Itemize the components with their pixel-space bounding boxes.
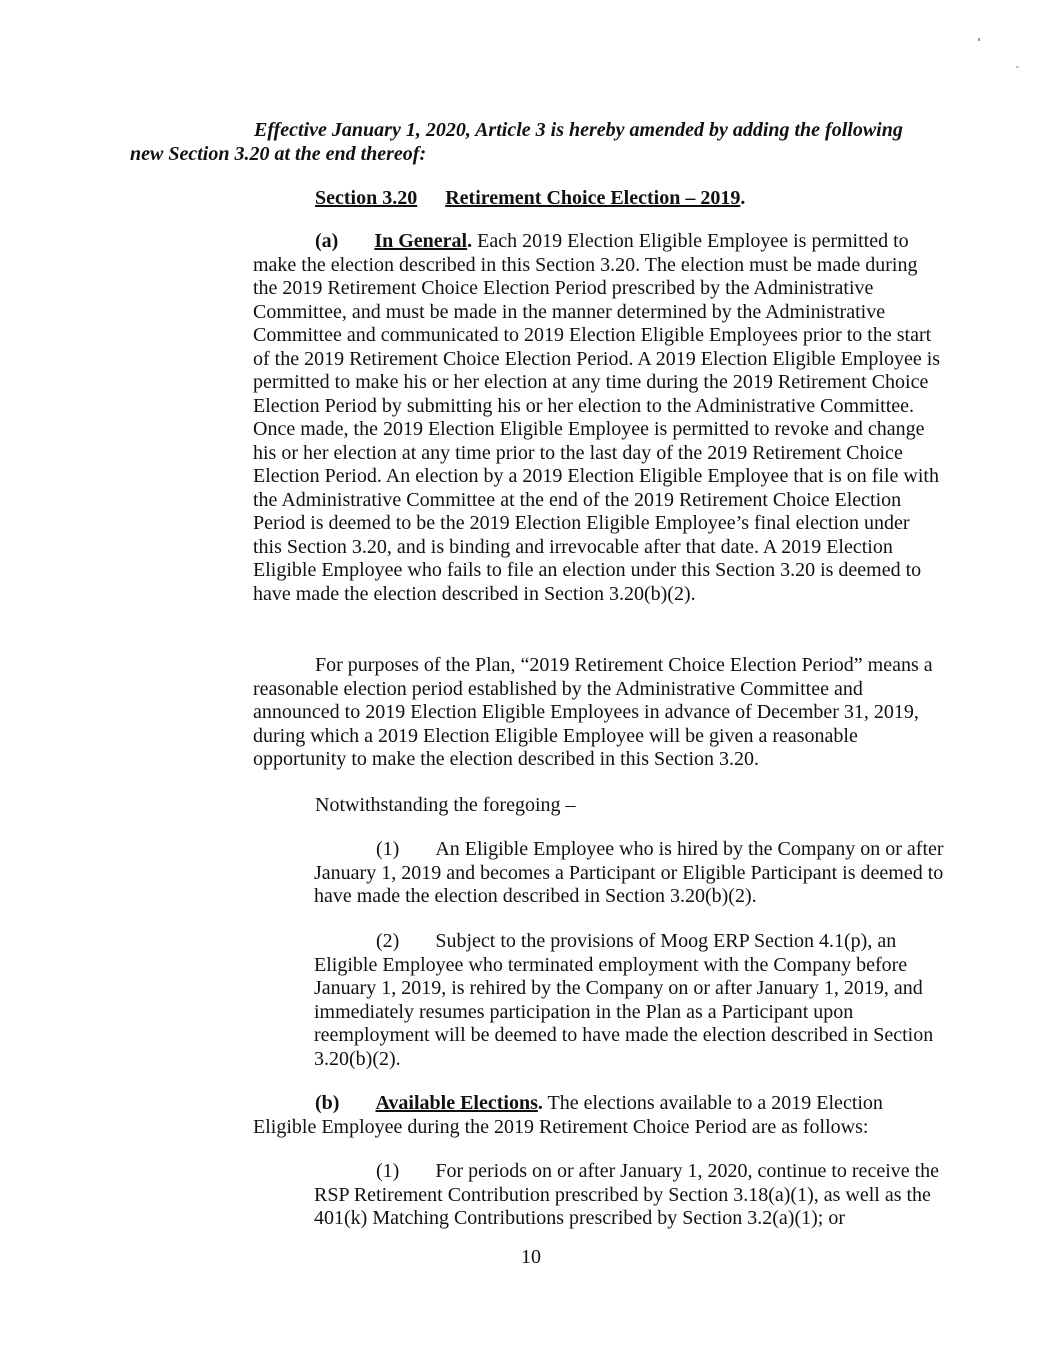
section-title: Retirement Choice Election – 2019 — [445, 187, 741, 209]
paragraph-notwithstanding: Notwithstanding the foregoing – — [315, 794, 576, 816]
paragraph-a-heading-period: . — [467, 230, 473, 252]
section-title-period: . — [740, 187, 746, 209]
section-heading — [315, 186, 745, 210]
section-number: Section 3.20 — [315, 187, 418, 209]
list-item-1-label: (1) — [376, 838, 400, 860]
list-item-b1 — [314, 1160, 944, 1231]
list-item-1 — [314, 838, 944, 909]
amendment-intro-line-2: new Section 3.20 at the end thereof: — [130, 143, 427, 165]
paragraph-b-heading-period: . — [537, 1092, 543, 1114]
paragraph-a-label: (a) — [315, 230, 339, 252]
amendment-intro — [130, 118, 950, 166]
paragraph-b-available-elections — [253, 1092, 943, 1139]
amendment-intro-line-1: Effective January 1, 2020, Article 3 is hereby amended by adding the following — [254, 119, 903, 141]
paragraph-election-period-definition: For purposes of the Plan, “2019 Retirement Choice Election Period” means a reasonable election period established by the Administrative Committee and announced to 2019 Election Eligible Employees in advance of December 31, 2019, during which a 2019 Election Eligible Employee will be given a reasonable opportunity to make the election described in this Section 3.20. — [253, 654, 933, 770]
list-item-2-text: Subject to the provisions of Moog ERP Section 4.1(p), an Eligible Employee who terminated employment with the Company before January 1, 2019, is rehired by the Company on or after January 1, 2019, and immediately resumes participation in the Plan as a Participant upon reemployment will be deemed to have made the election described in Section 3.20(b)(2). — [314, 930, 934, 1070]
paragraph-a-heading: In General — [374, 230, 468, 252]
scan-speck — [1016, 66, 1019, 68]
page-number: 10 — [521, 1246, 541, 1268]
list-item-1-text: An Eligible Employee who is hired by the Company on or after January 1, 2019 and becomes a Participant or Eligible Participant is deemed to have made the election described in Section 3.20(b)(2). — [314, 838, 944, 907]
list-item-b1-text: For periods on or after January 1, 2020, continue to receive the RSP Retirement Contribution prescribed by Section 3.18(a)(1), as well as the 401(k) Matching Contributions prescribed by Section 3.2(a)(1); or — [314, 1160, 940, 1229]
paragraph-b-heading: Available Elections — [375, 1092, 538, 1114]
paragraph-b-text: The elections available to a 2019 Election Eligible Employee during the 2019 Retirement Choice Period are as follows: — [253, 1092, 883, 1138]
list-item-2-label: (2) — [376, 930, 400, 952]
scan-speck — [978, 38, 980, 41]
paragraph-a-in-general — [253, 230, 943, 606]
paragraph-a-text: Each 2019 Election Eligible Employee is permitted to make the election described in this Section 3.20. The election must be made during the 2019 Retirement Choice Election Period prescribed by the Administrative Committee, and must be made in the manner determined by the Administrative Committee and communicated to 2019 Election Eligible Employees prior to the start of the 2019 Retirement Choice Election Period. A 2019 Election Eligible Employee is permitted to make his or her election at any time during the 2019 Retirement Choice Election Period by submitting his or her election to the Administrative Committee. Once made, the 2019 Election Eligible Employee is permitted to revoke and change his or her election at any time prior to the last day of the 2019 Retirement Choice Election Period. An election by a 2019 Election Eligible Employee that is on file with the Administrative Committee at the end of the 2019 Retirement Choice Election Period is deemed to be the 2019 Election Eligible Employee’s final election under this Section 3.20, and is binding and irrevocable after that date. A 2019 Election Eligible Employee who fails to file an election under this Section 3.20 is deemed to have made the election described in Section 3.20(b)(2). — [253, 230, 941, 605]
paragraph-b-label: (b) — [315, 1092, 340, 1114]
list-item-2 — [314, 930, 944, 1071]
list-item-b1-label: (1) — [376, 1160, 400, 1182]
